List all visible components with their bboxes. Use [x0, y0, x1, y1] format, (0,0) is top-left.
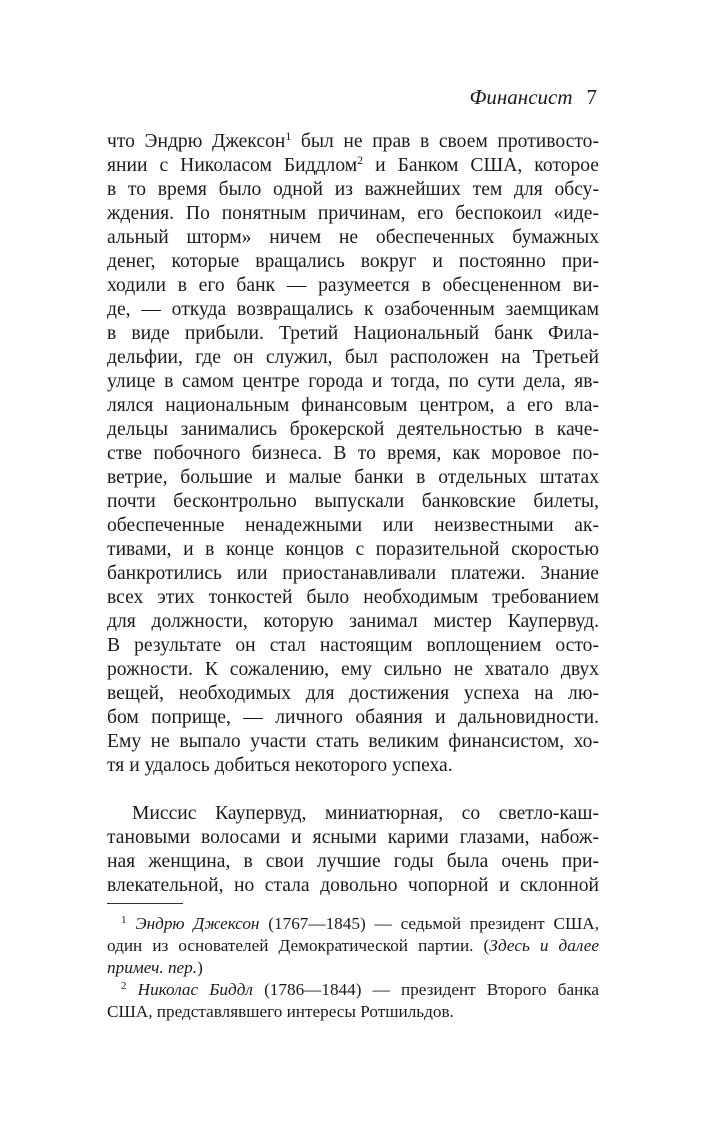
text-line: дельфии, где он служил, был расположен на Третьей — [107, 347, 599, 368]
page-number: 7 — [586, 85, 597, 109]
text-line: вещей, необходимых для достижения успеха на лю- — [107, 683, 599, 704]
footnote-2-line: $^2$ Николас Биддл (1786—1844) — президент Второго банка — [121, 980, 599, 999]
text-line: почти бесконтрольно выпускали банковские билеты, — [107, 491, 599, 512]
text-line: в то время было одной из важнейших тем для обсу- — [107, 179, 599, 200]
text-line: обеспеченные ненадежными или неизвестными ак- — [107, 515, 599, 536]
text-line: банкротились или приостанавливали платежи. Знание — [107, 563, 599, 584]
book-title: Финансист — [469, 85, 573, 109]
footnote-2-line: США, представлявшего интересы Ротшильдов. — [107, 1002, 454, 1021]
text-line: тивами, и в конце концов с поразительной скоростью — [107, 539, 599, 560]
text-line: рожности. К сожалению, ему сильно не хватало двух — [107, 659, 599, 680]
text-line: альный шторм» ничем не обеспеченных бумажных — [107, 227, 599, 248]
text-line: ветрие, большие и малые банки в отдельных штатах — [107, 467, 599, 488]
text-line: бом поприще, — личного обаяния и дальновидности. — [107, 707, 599, 728]
text-line: янии с Николасом Биддлом$^2$ и Банком США, которое — [107, 153, 599, 176]
text-line: всех этих тонкостей было необходимым требованием — [107, 587, 599, 608]
text-line: стве побочного бизнеса. В то время, как моровое по- — [107, 443, 599, 464]
text-line: дельцы занимались брокерской деятельностью в каче- — [107, 419, 599, 440]
running-header — [469, 84, 597, 110]
footnote-name: Николас Биддл — [137, 980, 253, 999]
text-line: ходили в его банк — разумеется в обесцененном ви- — [107, 275, 599, 296]
text-line: влекательной, но стала довольно чопорной и склонной — [107, 875, 599, 896]
text-line: для должности, которую занимал мистер Каупервуд. — [107, 611, 599, 632]
footnote-1-line: примеч. пер.) — [107, 958, 203, 977]
footnote-separator — [107, 903, 183, 904]
text-line: тановыми волосами и ясными карими глазами, набож- — [107, 827, 599, 848]
paragraph-first-line: Миссис Каупервуд, миниатюрная, со светло-каш- — [132, 803, 599, 824]
text-line: тя и удалось добиться некоторого успеха. — [107, 755, 453, 776]
text-line: де, — откуда возвращались к озабоченным заемщикам — [107, 299, 599, 320]
text-line: ждения. По понятным причинам, его беспокоил «иде- — [107, 203, 599, 224]
text-line: что Эндрю Джексон$^1$ был не прав в своем противосто- — [107, 129, 599, 152]
text-line: Ему не выпало участи стать великим финансистом, хо- — [107, 731, 599, 752]
text-line: денег, которые вращались вокруг и постоянно при- — [107, 251, 599, 272]
text-line: В результате он стал настоящим воплощением осто- — [107, 635, 599, 656]
footnote-1-line: один из основателей Демократической партии. (Здесь и далее — [107, 936, 599, 955]
footnote-ref: 2 — [357, 153, 364, 167]
footnote-name: Эндрю Джексон — [135, 914, 260, 933]
text-line: ная женщина, в свои лучшие годы была очень при- — [107, 851, 599, 872]
footnote-1-line: $^1$ Эндрю Джексон (1767—1845) — седьмой президент США, — [121, 914, 599, 933]
text-line: в виде прибыли. Третий Национальный банк Фила- — [107, 323, 599, 344]
footnote-ref: 1 — [285, 129, 292, 143]
text-line: лялся национальным финансовым центром, а его вла- — [107, 395, 599, 416]
text-line: улице в самом центре города и тогда, по сути дела, яв- — [107, 371, 599, 392]
